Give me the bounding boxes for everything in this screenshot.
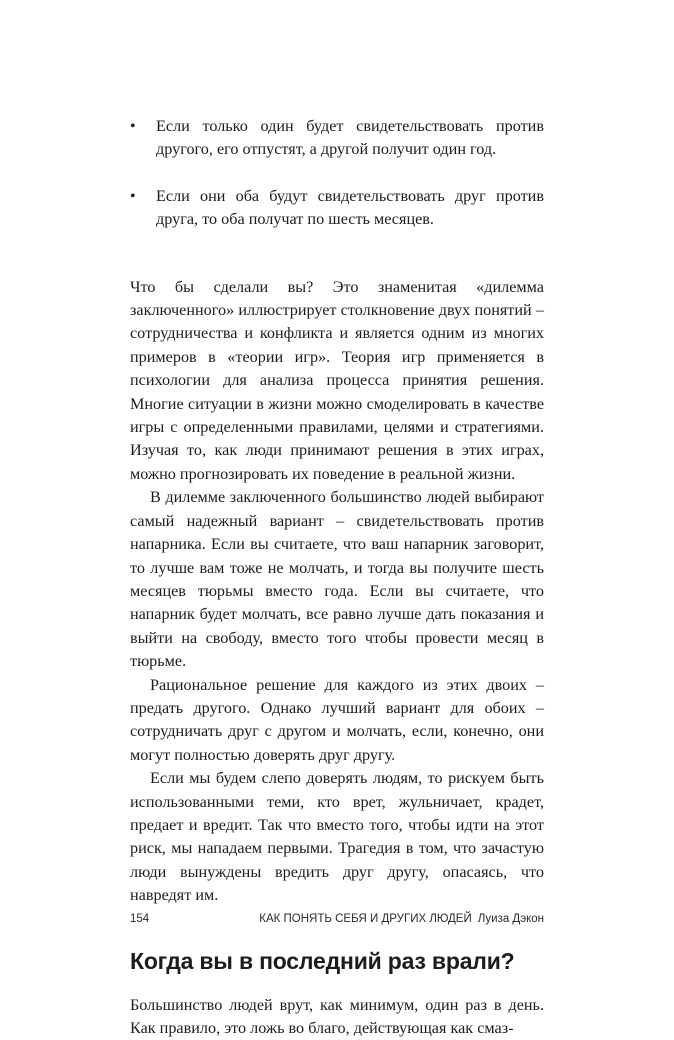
- text-column: [130, 115, 544, 1040]
- page-number: 154: [130, 913, 150, 925]
- body-paragraph: Рациональное решение для каждого из этих двоих – предать другого. Однако лучший вариант для обоих – сотрудничать друг с другом и молчать, если, конечно, они могут полностью доверять друг другу.: [130, 675, 544, 764]
- bullet-text: Если они оба будут свидетельствовать друг против друга, то оба получат по шесть месяцев.: [156, 186, 544, 229]
- author-name: Луиза Дэкон: [477, 913, 544, 925]
- body-paragraph: Если мы будем слепо доверять людям, то рискуем быть использованными теми, кто врет, жульничает, крадет, предает и вредит. Так что вместо того, чтобы идти на этот риск, мы нападаем первыми. Трагедия в том, что зачастую люди вынуждены вредить друг другу, опасаясь, что навредят им.: [130, 769, 544, 905]
- bullet-list: [130, 115, 544, 232]
- body-paragraph: Что бы сделали вы? Это знаменитая «дилемма заключенного» иллюстрирует столкновение двух понятий – сотрудничества и конфликта и является одним из многих примеров в «теории игр». Теория игр применяется в психологии для анализа процесса принятия решения. Многие ситуации в жизни можно смоделировать в качестве игры с определенными правилами, целями и стратегиями. Изучая то, как люди принимают решения в этих играх, можно прогнозировать их поведение в реальной жизни.: [130, 277, 544, 483]
- running-footer: [259, 913, 544, 925]
- bullet-marker: •: [130, 186, 136, 205]
- section-heading: Когда вы в последний раз врали?: [130, 947, 515, 974]
- book-title: КАК ПОНЯТЬ СЕБЯ И ДРУГИХ ЛЮДЕЙ: [259, 913, 472, 925]
- bullet-marker: •: [130, 117, 136, 135]
- body-paragraph: В дилемме заключенного большинство людей выбирают самый надежный вариант – свидетельствовать против напарника. Если вы считаете, что ваш напарник заговорит, то лучше вам тоже не молчать, и тогда вы получите шесть месяцев тюрьмы вместо года. Если вы считаете, что напарник будет молчать, все равно лучше дать показания и выйти на свободу, вместо того чтобы провести месяц в тюрьме.: [130, 488, 544, 671]
- body-paragraph: Большинство людей врут, как минимум, один раз в день. Как правило, это ложь во благо, действующая как смаз-: [130, 995, 544, 1037]
- bullet-item: [130, 115, 544, 162]
- bullet-item: [130, 185, 544, 232]
- spacer: [130, 255, 544, 276]
- bullet-text: Если только один будет свидетельствовать против другого, его отпустят, а другой получит один год.: [156, 117, 544, 159]
